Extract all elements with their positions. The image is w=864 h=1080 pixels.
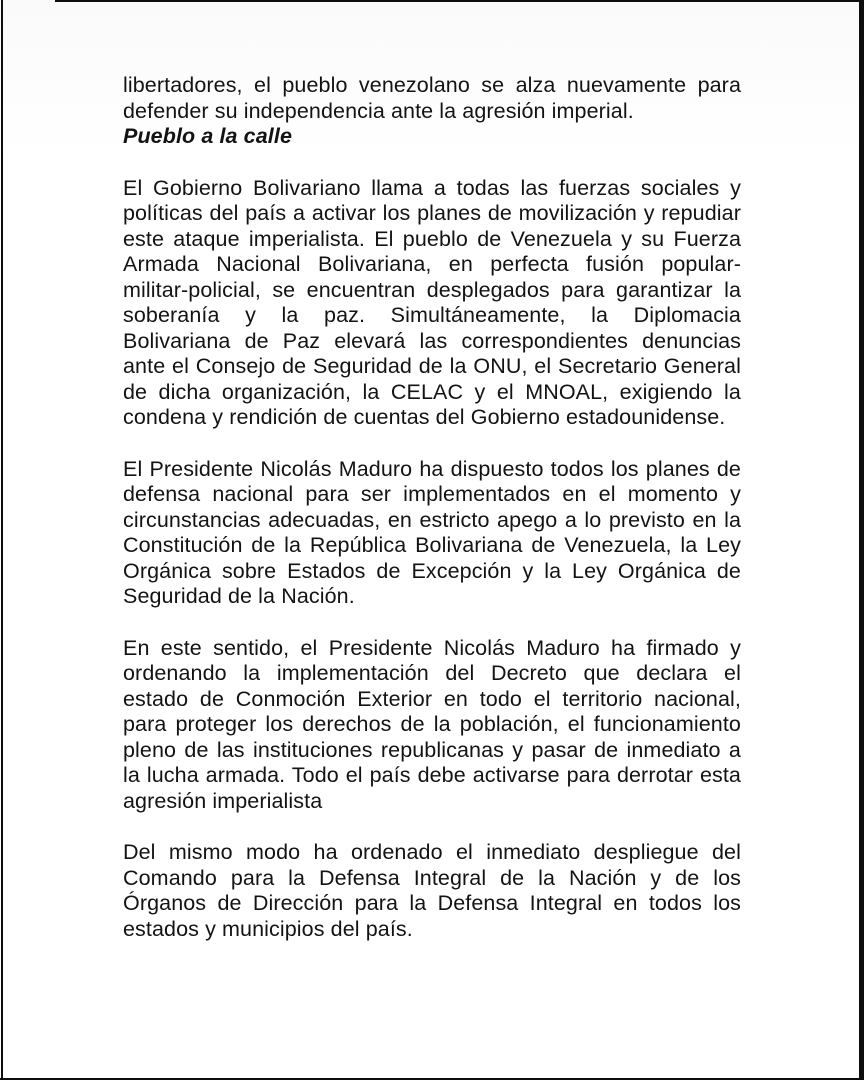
text-line: En este sentido, el Presidente Nicolás Maduro ha firmado y <box>123 635 741 660</box>
text-line: este ataque imperialista. El pueblo de Venezuela y su Fuerza <box>123 226 741 251</box>
text-line: Orgánica sobre Estados de Excepción y la Ley Orgánica de <box>123 558 741 583</box>
text-line: Comando para la Defensa Integral de la Nación y de los <box>123 865 741 890</box>
text-line: Pueblo a la calle <box>123 124 292 148</box>
text-line: pleno de las instituciones republicanas y pasar de inmediato a <box>123 737 741 762</box>
text-line: políticas del país a activar los planes de movilización y repudiar <box>123 201 741 225</box>
paragraph <box>123 176 741 431</box>
paragraph <box>123 457 741 610</box>
text-line: la lucha armada. Todo el país debe activarse para derrotar esta <box>123 763 741 787</box>
text-line: libertadores, el pueblo venezolano se alza nuevamente para <box>123 73 741 97</box>
page-edge-left <box>1 0 3 1080</box>
text-line: ante el Consejo de Seguridad de la ONU, el Secretario General <box>123 354 741 378</box>
text-line: Seguridad de la Nación. <box>123 584 355 608</box>
text-line: Bolivariana de Paz elevará las correspondientes denuncias <box>123 328 741 353</box>
document-body <box>123 73 741 942</box>
paragraph <box>123 73 741 124</box>
page-edge-top <box>55 0 864 2</box>
text-line: estados y municipios del país. <box>123 916 413 941</box>
section-heading <box>123 124 741 150</box>
paragraph <box>123 840 741 942</box>
text-line: condena y rendición de cuentas del Gobierno estadounidense. <box>123 405 726 429</box>
text-line: soberanía y la paz. Simultáneamente, la Diplomacia <box>123 303 741 327</box>
text-line: Constitución de la República Bolivariana de Venezuela, la Ley <box>123 533 741 557</box>
text-line: ordenando la implementación del Decreto que declara el <box>123 661 741 685</box>
text-line: defender su independencia ante la agresión imperial. <box>123 98 634 123</box>
text-line: Órganos de Dirección para la Defensa Integral en todos los <box>123 891 741 915</box>
text-line: Armada Nacional Bolivariana, en perfecta fusión popular- <box>123 252 741 276</box>
text-line: El Gobierno Bolivariano llama a todas las fuerzas sociales y <box>123 175 741 200</box>
text-line: circunstancias adecuadas, en estricto apego a lo previsto en la <box>123 507 741 532</box>
page-edge-right <box>859 0 864 1080</box>
paragraph <box>123 636 741 815</box>
text-line: Del mismo modo ha ordenado el inmediato despliegue del <box>123 840 741 864</box>
text-line: defensa nacional para ser implementados en el momento y <box>123 482 741 506</box>
text-line: El Presidente Nicolás Maduro ha dispuesto todos los planes de <box>123 456 741 481</box>
text-line: agresión imperialista <box>123 788 323 813</box>
text-line: militar-policial, se encuentran desplegados para garantizar la <box>123 277 741 302</box>
text-line: para proteger los derechos de la población, el funcionamiento <box>123 712 741 736</box>
text-line: de dicha organización, la CELAC y el MNOAL, exigiendo la <box>123 379 741 404</box>
text-line: estado de Conmoción Exterior en todo el territorio nacional, <box>123 686 741 711</box>
